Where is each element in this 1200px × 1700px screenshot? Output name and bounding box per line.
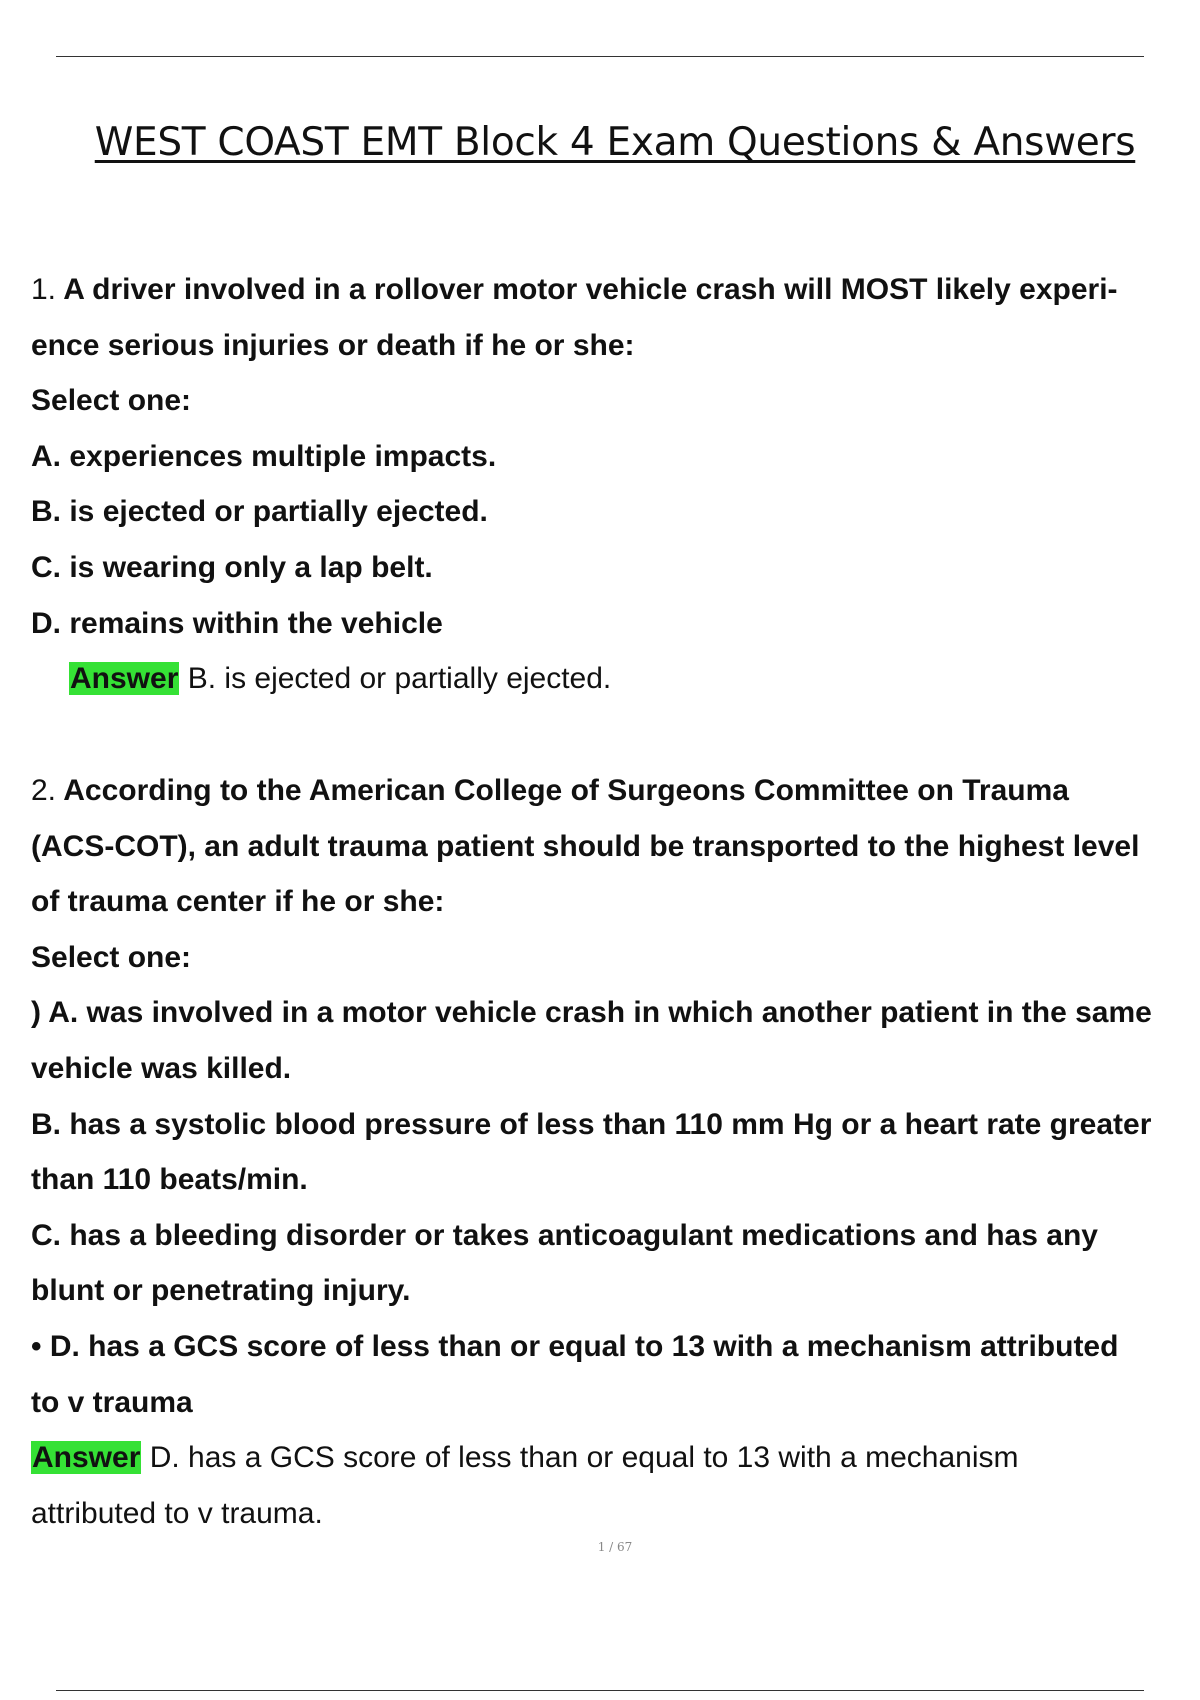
- question-stem-line: ence serious injuries or death if he or she:: [31, 328, 635, 362]
- option-c: C. is wearing only a lap belt.: [31, 550, 433, 584]
- select-one-label: Select one:: [31, 384, 192, 418]
- option-a: ) A. was involved in a motor vehicle crash in which another patient in the same: [31, 996, 1152, 1030]
- question-1: [31, 262, 1200, 707]
- option-d: • D. has a GCS score of less than or equal to 13 with a mechanism attributed: [31, 1329, 1119, 1363]
- answer-text-continued: attributed to v trauma.: [31, 1496, 323, 1530]
- option-a-continued: vehicle was killed.: [31, 1051, 292, 1085]
- page-number: 1 / 67: [597, 1540, 633, 1554]
- answer-text: D. has a GCS score of less than or equal to 13 with a mechanism: [149, 1441, 1019, 1475]
- question-stem-line: [31, 262, 1200, 318]
- option-b: B. has a systolic blood pressure of less than 110 mm Hg or a heart rate greater: [31, 1107, 1152, 1141]
- answer-text: B. is ejected or partially ejected.: [187, 662, 612, 696]
- question-stem-text: According to the American College of Surgeons Committee on Trauma: [63, 774, 1069, 807]
- option-c-continued: blunt or penetrating injury.: [31, 1274, 411, 1308]
- question-stem-line: (ACS-COT), an adult trauma patient should be transported to the highest level: [31, 829, 1140, 863]
- question-2: [31, 763, 1200, 1541]
- select-one-label: Select one:: [31, 940, 192, 974]
- option-d-continued: to v trauma: [31, 1385, 193, 1419]
- answer-line: [31, 651, 1200, 707]
- document-title: WEST COAST EMT Block 4 Exam Questions & Answers: [94, 120, 1136, 165]
- option-c: C. has a bleeding disorder or takes anticoagulant medications and has any: [31, 1218, 1098, 1252]
- question-stem-text: A driver involved in a rollover motor vehicle crash will MOST likely experi-: [63, 273, 1118, 306]
- question-number: 2.: [31, 774, 57, 807]
- answer-highlight-label: Answer: [70, 662, 179, 696]
- question-stem-line: [31, 763, 1200, 819]
- answer-line: [31, 1430, 1200, 1486]
- question-stem-line: of trauma center if he or she:: [31, 885, 445, 919]
- option-b-continued: than 110 beats/min.: [31, 1163, 308, 1197]
- answer-highlight-label: Answer: [32, 1441, 141, 1475]
- option-a: A. experiences multiple impacts.: [31, 439, 497, 473]
- question-number: 1.: [31, 273, 57, 306]
- option-d: D. remains within the vehicle: [31, 606, 443, 640]
- option-b: B. is ejected or partially ejected.: [31, 495, 488, 529]
- header-rule: [56, 56, 1144, 57]
- footer-rule: [56, 1690, 1144, 1691]
